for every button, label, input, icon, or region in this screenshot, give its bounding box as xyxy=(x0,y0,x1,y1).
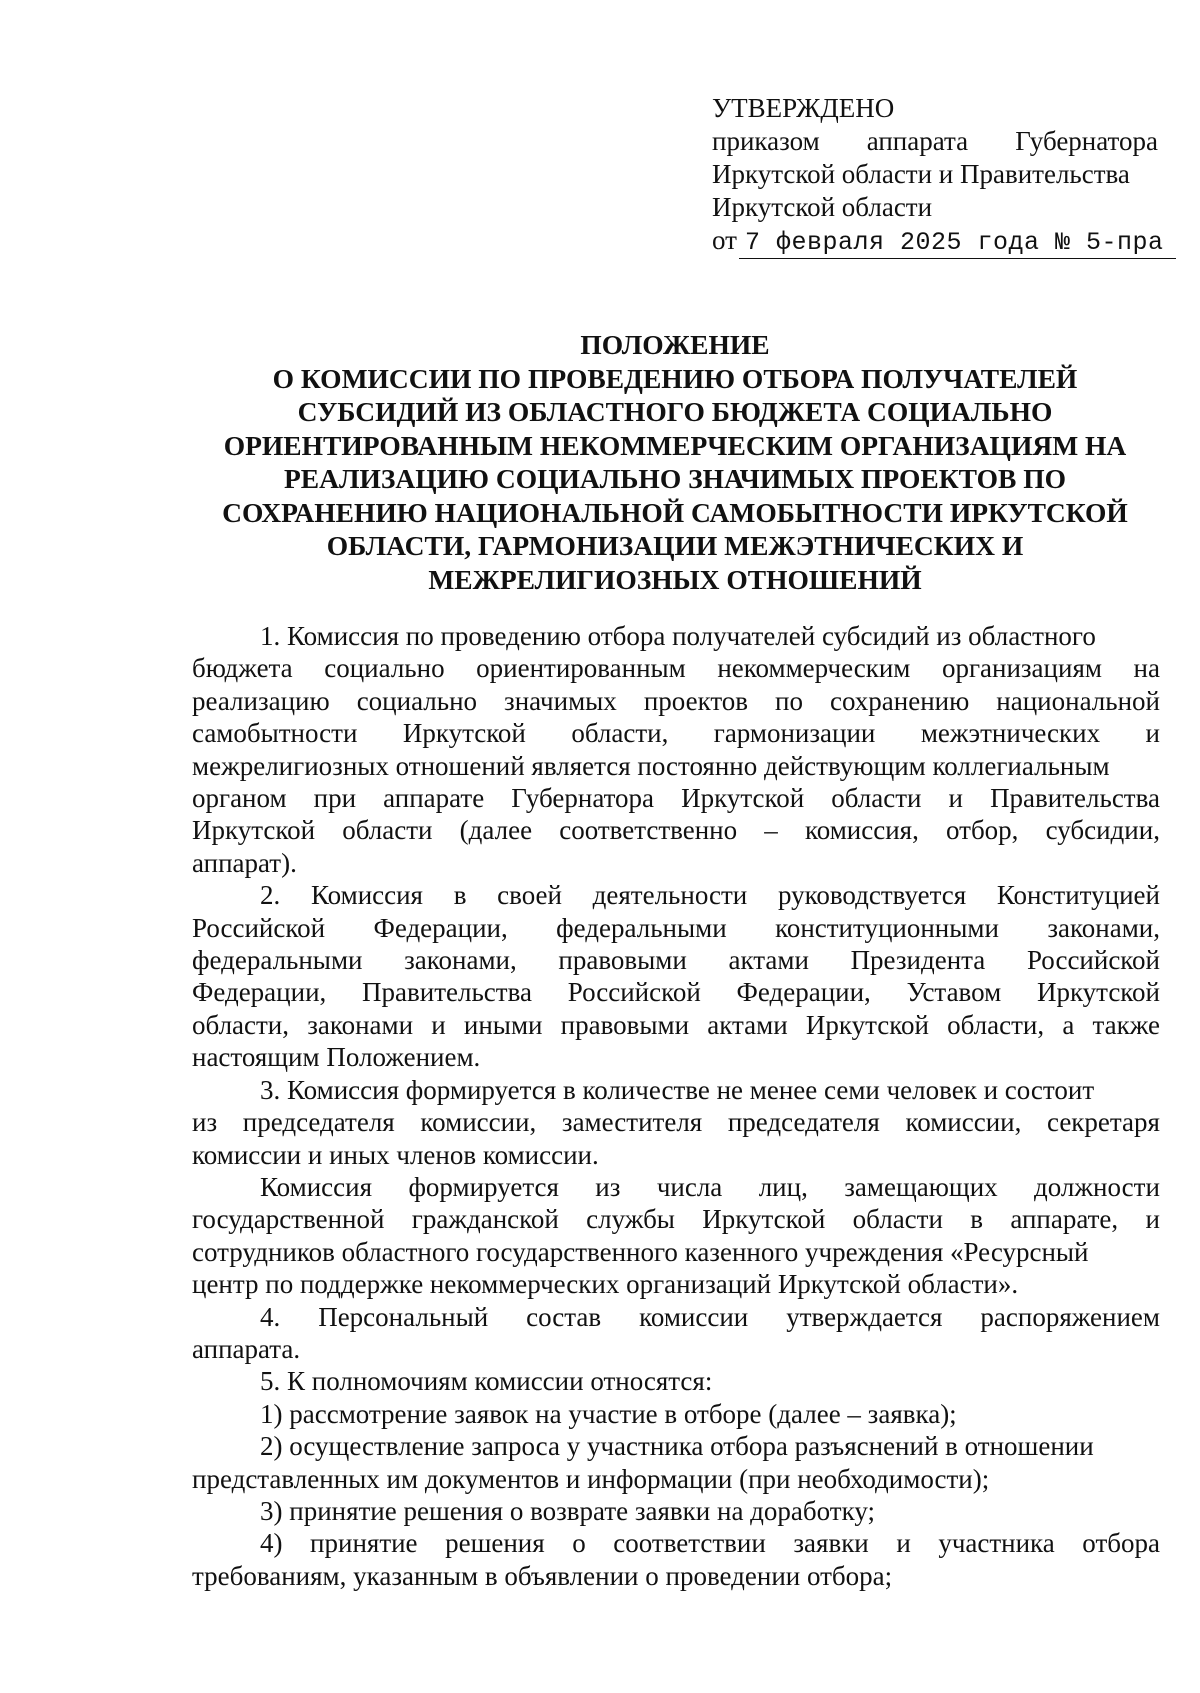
body-word: бюджета xyxy=(192,653,293,684)
body-word: в xyxy=(453,880,467,911)
body-word: некоммерческим xyxy=(717,653,911,684)
title-line: ОРИЕНТИРОВАННЫМ НЕКОММЕРЧЕСКИМ ОРГАНИЗАЦИЯМ НА xyxy=(223,429,1127,461)
body-word: должности xyxy=(1034,1171,1160,1202)
body-line xyxy=(192,1203,1160,1235)
body-word: проектов xyxy=(643,685,749,716)
body-word: 4. xyxy=(260,1301,281,1332)
body-word: аппарате, xyxy=(1010,1204,1119,1235)
body-word: 1. Комиссия по проведению отбора получателей субсидий из областного xyxy=(260,621,1096,651)
body-word: области, xyxy=(947,1009,1045,1040)
approval-line-2: Иркутской области и Правительства xyxy=(712,159,1130,189)
title-line: СУБСИДИЙ ИЗ ОБЛАСТНОГО БЮДЖЕТА СОЦИАЛЬНО xyxy=(297,396,1053,427)
body-word: сотрудников областного государственного казенного учреждения «Ресурсный xyxy=(192,1236,1089,1267)
body-word: отбора xyxy=(1082,1528,1160,1559)
body-word: Иркутской xyxy=(402,718,526,749)
body-word: Иркутской xyxy=(681,783,805,814)
body-word: комиссии xyxy=(639,1301,749,1332)
body-word: заявки xyxy=(793,1528,869,1559)
body-word: межэтнических xyxy=(920,718,1101,749)
body-word: области xyxy=(852,1204,943,1235)
body-word: Федерации, xyxy=(192,977,327,1008)
body-word: субсидии, xyxy=(1045,815,1160,846)
body-line xyxy=(192,1171,1160,1203)
body-word: из xyxy=(595,1171,621,1202)
body-word: 2. xyxy=(260,880,281,911)
body-word: и xyxy=(1145,1204,1160,1235)
body-word: отбор, xyxy=(946,815,1019,846)
title-line: СОХРАНЕНИЮ НАЦИОНАЛЬНОЙ САМОБЫТНОСТИ ИРКУТСКОЙ xyxy=(222,496,1128,528)
body-word: межрелигиозных отношений является постоянно действующим коллегиальным xyxy=(192,750,1110,781)
body-word: органом xyxy=(192,783,287,814)
body-word: на xyxy=(1133,653,1160,684)
body-word: конституционными xyxy=(775,912,999,943)
body-word: из xyxy=(192,1107,218,1138)
body-word: принятие xyxy=(310,1528,418,1559)
title-line: ОБЛАСТИ, ГАРМОНИЗАЦИИ МЕЖЭТНИЧЕСКИХ И xyxy=(326,530,1024,561)
body-word: Комиссия xyxy=(310,880,423,911)
body-line: аппарат). xyxy=(192,847,297,878)
body-word: гражданской xyxy=(411,1204,559,1235)
body-word: заместителя xyxy=(561,1107,703,1138)
body-word: лиц, xyxy=(758,1171,808,1202)
body-word: замещающих xyxy=(844,1171,998,1202)
body-word: и xyxy=(948,783,963,814)
body-word: комиссии, xyxy=(420,1107,537,1138)
body-word: значимых xyxy=(504,685,617,716)
body-word: председателя xyxy=(727,1107,880,1138)
body-word: правовыми xyxy=(558,945,687,976)
body-word: гармонизации xyxy=(713,718,876,749)
approval-stamp xyxy=(712,92,1164,259)
body-line: центр по поддержке некоммерческих организаций Иркутской области». xyxy=(192,1269,1019,1300)
title-line: МЕЖРЕЛИГИОЗНЫХ ОТНОШЕНИЙ xyxy=(428,563,922,595)
body-line: 3) принятие решения о возврате заявки на доработку; xyxy=(260,1495,875,1526)
body-word: соответственно xyxy=(559,815,738,846)
body-word: комиссия, xyxy=(804,815,919,846)
body-word: – xyxy=(764,815,778,846)
body-line xyxy=(192,1074,1160,1106)
body-word: сохранению xyxy=(829,685,970,716)
body-word: законами xyxy=(307,1009,414,1040)
body-word: социально xyxy=(356,685,478,716)
body-word: области xyxy=(342,815,433,846)
body-word: Иркутской xyxy=(192,815,316,846)
body-word: соответствии xyxy=(613,1528,766,1559)
body-line xyxy=(192,685,1160,717)
body-word: по xyxy=(775,685,803,716)
body-word: законами, xyxy=(404,945,517,976)
body-word: правовыми xyxy=(560,1009,690,1040)
body-word: федеральными xyxy=(556,912,727,943)
body-word: утверждается xyxy=(786,1301,943,1332)
body-line xyxy=(192,620,1160,652)
body-word: Уставом xyxy=(906,977,1002,1008)
approval-word: приказом xyxy=(712,126,820,156)
body-word: состав xyxy=(526,1301,602,1332)
body-word: председателя xyxy=(242,1107,395,1138)
approval-date-prefix: от xyxy=(712,225,737,255)
title-line: ПОЛОЖЕНИЕ xyxy=(580,329,770,360)
body-word: Правительства xyxy=(362,977,532,1008)
body-word: федеральными xyxy=(192,945,363,976)
body-word: Российской xyxy=(567,977,701,1008)
approval-date-value: 7 февраля 2025 года № 5-пра xyxy=(739,228,1176,259)
body-line: аппарата. xyxy=(192,1333,301,1364)
approval-word: аппарата xyxy=(866,126,969,156)
body-word: самобытности xyxy=(192,718,358,749)
body-word: Иркутской xyxy=(805,1009,929,1040)
body-word: организациям xyxy=(941,653,1102,684)
body-word: при xyxy=(313,783,357,814)
approval-date-line xyxy=(712,224,1164,259)
document-body xyxy=(192,620,1160,1592)
title-line: РЕАЛИЗАЦИЮ СОЦИАЛЬНО ЗНАЧИМЫХ ПРОЕКТОВ ПО xyxy=(283,463,1067,494)
body-word: реализацию xyxy=(192,685,330,716)
body-line xyxy=(192,976,1160,1008)
body-line: 5. К полномочиям комиссии относятся: xyxy=(260,1366,713,1397)
body-word: Персональный xyxy=(318,1301,489,1332)
body-word: своей xyxy=(497,880,562,911)
body-word: и xyxy=(896,1528,911,1559)
body-word: области, xyxy=(571,718,669,749)
body-line xyxy=(192,1527,1160,1559)
body-line xyxy=(192,1430,1160,1462)
body-word: ориентированным xyxy=(476,653,686,684)
body-line: 1) рассмотрение заявок на участие в отборе (далее – заявка); xyxy=(260,1398,957,1429)
body-line xyxy=(192,912,1160,944)
body-word: Правительства xyxy=(990,783,1160,814)
body-word: социально xyxy=(324,653,445,684)
body-word: распоряжением xyxy=(980,1301,1160,1332)
body-word: Иркутской xyxy=(702,1204,826,1235)
body-word: Президента xyxy=(850,945,986,976)
body-word: числа xyxy=(656,1171,723,1202)
body-word: деятельности xyxy=(592,880,748,911)
body-line xyxy=(192,1106,1160,1138)
body-word: области, xyxy=(192,1009,290,1040)
body-word: 3. Комиссия формируется в количестве не менее семи человек и состоит xyxy=(260,1074,1095,1105)
body-word: службы xyxy=(586,1204,675,1235)
body-line: настоящим Положением. xyxy=(192,1042,481,1073)
body-line xyxy=(192,1301,1160,1333)
approval-heading: УТВЕРЖДЕНО xyxy=(712,93,895,123)
body-line xyxy=(192,782,1160,814)
body-word: Российской xyxy=(192,912,326,943)
body-word: Иркутской xyxy=(1036,977,1160,1008)
body-word: и xyxy=(431,1009,446,1040)
body-word: комиссии, xyxy=(905,1107,1022,1138)
body-line xyxy=(192,750,1160,782)
body-word: Конституцией xyxy=(996,880,1160,911)
approval-line-1 xyxy=(712,125,1158,158)
approval-word: Губернатора xyxy=(1015,126,1158,156)
body-word: Российской xyxy=(1026,945,1160,976)
body-word: аппарате xyxy=(383,783,485,814)
body-line xyxy=(192,944,1160,976)
body-word: (далее xyxy=(459,815,533,846)
approval-line-3: Иркутской области xyxy=(712,192,933,222)
body-word: законами, xyxy=(1047,912,1160,943)
body-word: государственной xyxy=(192,1204,385,1235)
body-line xyxy=(192,814,1160,846)
body-line xyxy=(192,1236,1160,1268)
body-word: Федерации, xyxy=(373,912,508,943)
body-line: представленных им документов и информации (при необходимости); xyxy=(192,1463,990,1494)
body-word: о xyxy=(572,1528,586,1559)
body-word: 4) xyxy=(260,1528,283,1559)
title-line: О КОМИССИИ ПО ПРОВЕДЕНИЮ ОТБОРА ПОЛУЧАТЕЛЕЙ xyxy=(272,362,1078,394)
body-word: актами xyxy=(707,1009,788,1040)
body-line xyxy=(192,717,1160,749)
body-word: секретаря xyxy=(1047,1107,1160,1138)
body-word: решения xyxy=(445,1528,545,1559)
body-word: также xyxy=(1092,1009,1160,1040)
body-word: актами xyxy=(728,945,809,976)
body-line: требованиям, указанным в объявлении о проведении отбора; xyxy=(192,1560,893,1591)
body-word: формируется xyxy=(408,1171,559,1202)
body-word: Федерации, xyxy=(736,977,871,1008)
body-word: 2) осуществление запроса у участника отбора разъяснений в отношении xyxy=(260,1431,1094,1462)
body-word: и xyxy=(1145,718,1160,749)
body-word: Губернатора xyxy=(511,783,655,814)
body-line xyxy=(192,1009,1160,1041)
body-word: национальной xyxy=(996,685,1160,716)
body-word: области xyxy=(831,783,922,814)
body-word: иными xyxy=(463,1009,543,1040)
body-line xyxy=(192,879,1160,911)
body-line: комиссии и иных членов комиссии. xyxy=(192,1139,599,1170)
body-word: Комиссия xyxy=(260,1171,373,1202)
body-word: руководствуется xyxy=(777,880,967,911)
body-word: а xyxy=(1062,1009,1075,1040)
body-word: в xyxy=(970,1204,983,1235)
body-line xyxy=(192,652,1160,684)
body-word: участника xyxy=(938,1528,1055,1559)
document-title xyxy=(190,328,1160,596)
